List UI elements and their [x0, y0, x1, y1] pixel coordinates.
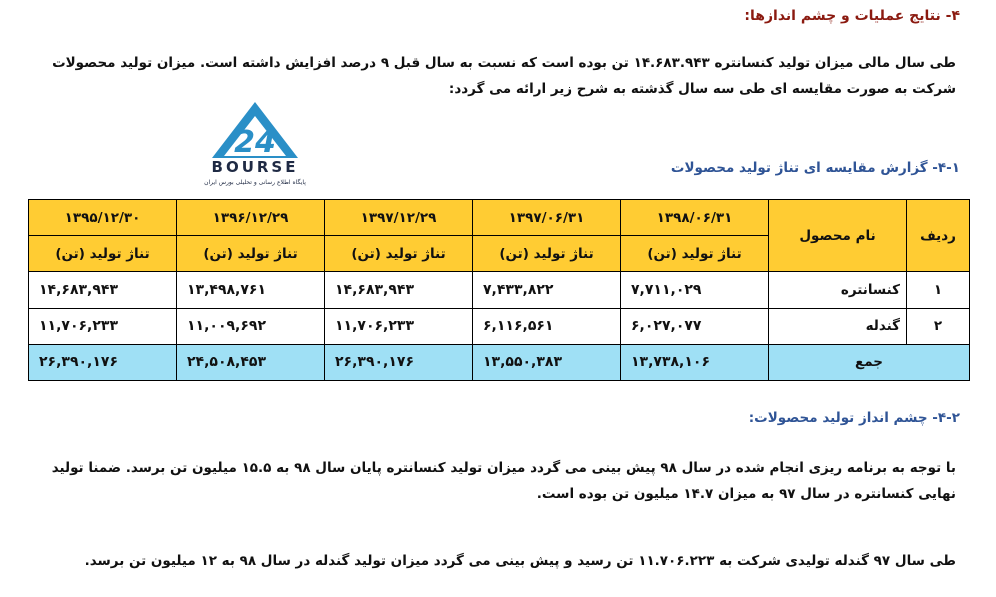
logo-text: BOURSE — [211, 158, 299, 176]
table-cell: ۱۱,۰۰۹,۶۹۲ — [177, 308, 325, 344]
table-cell: ۷,۴۳۳,۸۲۲ — [473, 272, 621, 308]
header-period: ۱۳۹۸/۰۶/۳۱ — [621, 200, 769, 236]
production-table — [28, 199, 970, 381]
outlook-paragraph-1: با توجه به برنامه ریزی انجام شده در سال ۹۸ پیش بینی می گردد میزان تولید کنسانتره پایان سال ۹۸ به ۱۵.۵ میلیون تن برسد. ضمنا تولید نهایی کنسانتره در سال ۹۷ به میزان ۱۴.۷ میلیون تن بوده است. — [51, 460, 956, 502]
row-index: ۲ — [907, 308, 970, 344]
header-unit: تناژ تولید (تن) — [177, 236, 325, 272]
table-cell: ۷,۷۱۱,۰۲۹ — [621, 272, 769, 308]
subsection-2-title: ۴-۲- چشم انداز تولید محصولات: — [748, 410, 960, 426]
bourse-logo — [180, 100, 330, 190]
header-unit: تناژ تولید (تن) — [29, 236, 177, 272]
total-cell: ۱۳,۷۳۸,۱۰۶ — [621, 344, 769, 380]
table-cell: ۶,۰۲۷,۰۷۷ — [621, 308, 769, 344]
outlook-paragraph-2: طی سال ۹۷ گندله تولیدی شرکت به ۱۱.۷۰۶.۲۲۳ تن رسید و پیش بینی می گردد میزان تولید گندله در سال ۹۸ به ۱۲ میلیون تن برسد. — [84, 553, 956, 569]
header-unit: تناژ تولید (تن) — [325, 236, 473, 272]
section-title: ۴- نتایج عملیات و چشم اندازها: — [744, 8, 960, 24]
product-name: کنسانتره — [769, 272, 907, 308]
subsection-1-title: ۴-۱- گزارش مقایسه ای تناژ تولید محصولات — [670, 160, 960, 176]
table-cell: ۱۱,۷۰۶,۲۳۳ — [325, 308, 473, 344]
total-cell: ۲۶,۳۹۰,۱۷۶ — [325, 344, 473, 380]
header-period: ۱۳۹۶/۱۲/۲۹ — [177, 200, 325, 236]
logo-number: 24 — [234, 125, 276, 160]
header-unit: تناژ تولید (تن) — [621, 236, 769, 272]
table-cell: ۱۱,۷۰۶,۲۳۳ — [29, 308, 177, 344]
total-cell: ۲۴,۵۰۸,۴۵۳ — [177, 344, 325, 380]
header-unit: تناژ تولید (تن) — [473, 236, 621, 272]
logo-caption: پایگاه اطلاع رسانی و تحلیلی بورس ایران — [204, 179, 306, 186]
table-cell: ۱۴,۶۸۳,۹۴۳ — [29, 272, 177, 308]
header-period: ۱۳۹۷/۰۶/۳۱ — [473, 200, 621, 236]
table-cell: ۶,۱۱۶,۵۶۱ — [473, 308, 621, 344]
bourse-logo-graphic — [180, 100, 330, 190]
table-row — [29, 308, 970, 344]
total-row — [29, 344, 970, 380]
table-cell: ۱۴,۶۸۳,۹۴۳ — [325, 272, 473, 308]
total-label: جمع — [769, 344, 970, 380]
total-cell: ۲۶,۳۹۰,۱۷۶ — [29, 344, 177, 380]
intro-paragraph: طی سال مالی میزان تولید کنسانتره ۱۴.۶۸۳.۹۴۳ تن بوده است که نسبت به سال قبل ۹ درصد افزایش داشته است. میزان تولید محصولات شرکت به صورت مقایسه ای طی سه سال گذشته به شرح زیر ارائه می گردد: — [52, 55, 956, 97]
table-row — [29, 272, 970, 308]
header-period: ۱۳۹۵/۱۲/۳۰ — [29, 200, 177, 236]
header-row-index: ردیف — [907, 200, 970, 272]
table-cell: ۱۳,۴۹۸,۷۶۱ — [177, 272, 325, 308]
total-cell: ۱۳,۵۵۰,۳۸۳ — [473, 344, 621, 380]
product-name: گندله — [769, 308, 907, 344]
header-period: ۱۳۹۷/۱۲/۲۹ — [325, 200, 473, 236]
header-product-name: نام محصول — [769, 200, 907, 272]
row-index: ۱ — [907, 272, 970, 308]
